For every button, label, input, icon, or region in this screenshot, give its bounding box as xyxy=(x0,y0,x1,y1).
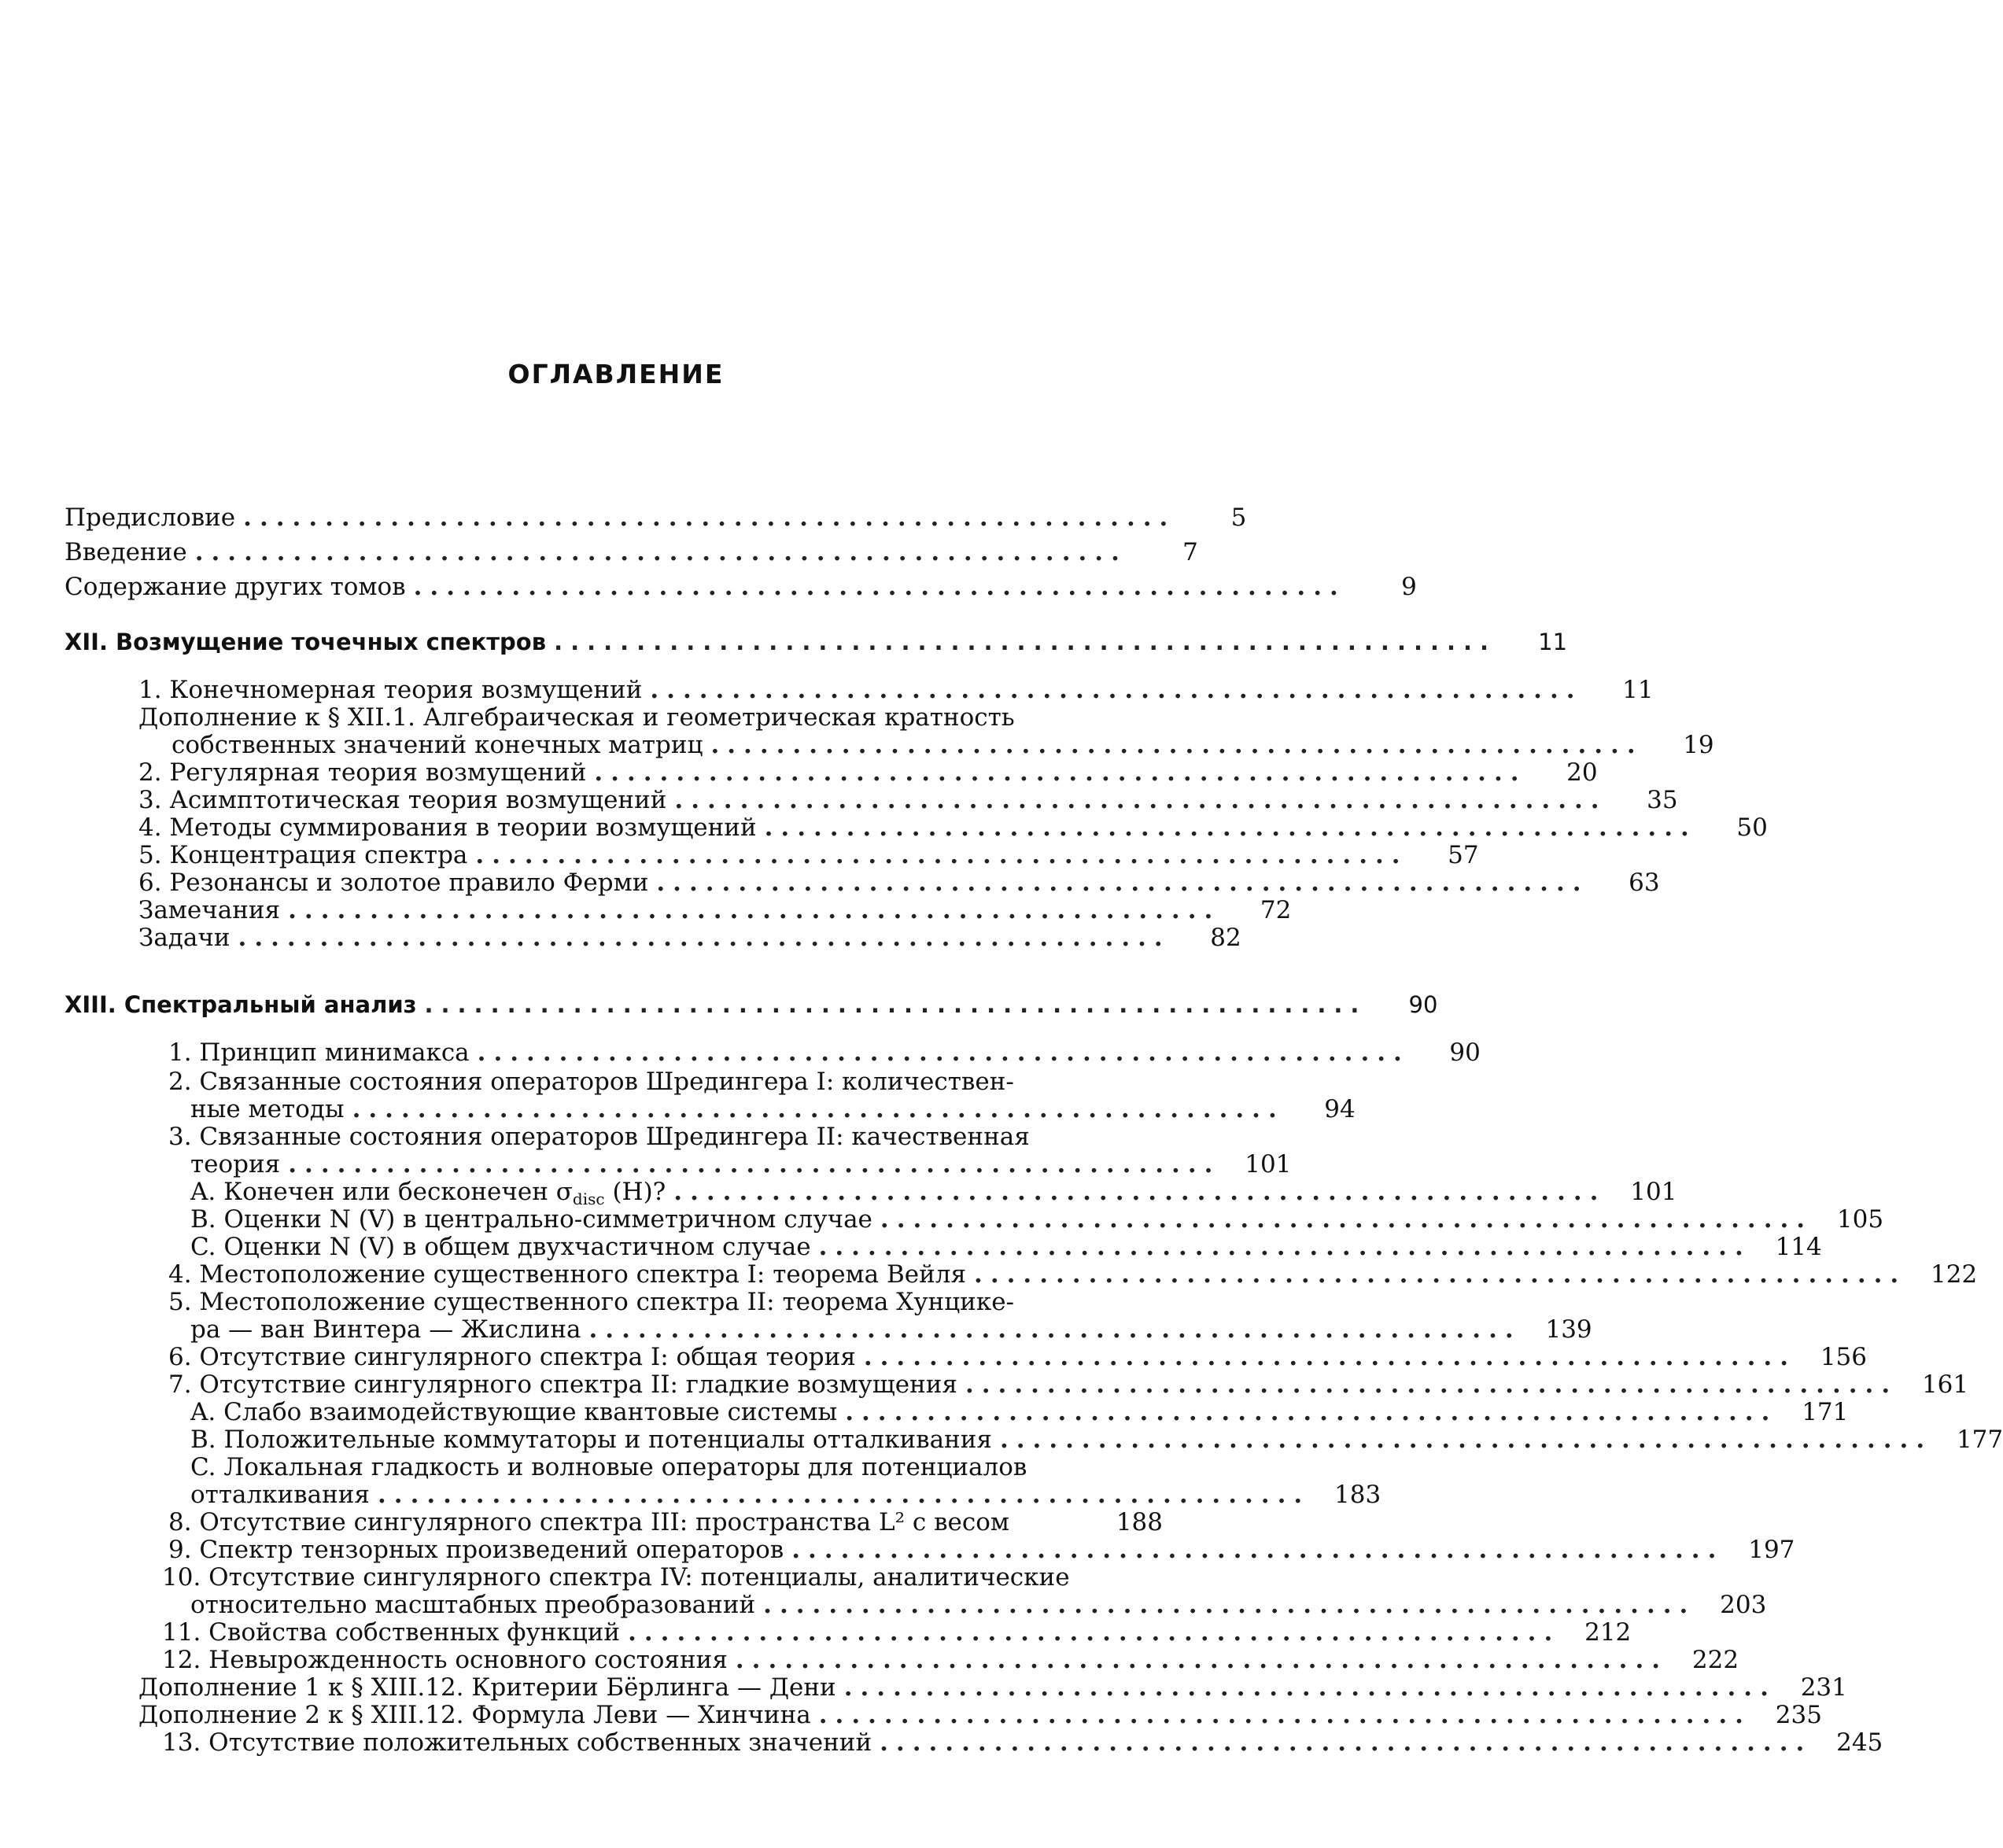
entry-label: ные методы xyxy=(190,1095,345,1123)
toc-entry-13-12-supplement-2[interactable]: Дополнение 2 к § XIII.12. Формула Леви — Хинчина ......................................................... 235 xyxy=(138,1701,1822,1729)
toc-entry-13-11[interactable]: 11. Свойства собственных функций ......................................................... 212 xyxy=(162,1618,1632,1647)
toc-entry-12-notes[interactable]: Замечания ......................................................... 72 xyxy=(138,896,1292,924)
entry-page: 188 xyxy=(1116,1508,1163,1536)
page-title: ОГЛАВЛЕНИЕ xyxy=(507,359,725,389)
toc-entry-12-2[interactable]: 2. Регулярная теория возмущений ......................................................... 20 xyxy=(138,758,1598,787)
entry-label: Замечания xyxy=(138,896,281,924)
entry-label: 1. Конечномерная теория возмущений xyxy=(138,676,643,704)
entry-page: 19 xyxy=(1683,731,1714,759)
toc-entry-13-10[interactable] xyxy=(162,1562,1163,1592)
entry-page: 101 xyxy=(1245,1150,1292,1179)
entry-label: B. Положительные коммутаторы и потенциалы отталкивания xyxy=(190,1426,992,1454)
entry-page: 156 xyxy=(1820,1343,1867,1371)
entry-label: 3. Связанные состояния операторов Шредингера II: качественная xyxy=(168,1123,1030,1151)
toc-entry-13-3-c[interactable]: C. Оценки N (V) в общем двухчастичном случае ......................................................... 114 xyxy=(190,1233,1822,1261)
entry-label: Содержание других томов xyxy=(65,573,406,601)
entry-page: 122 xyxy=(1931,1260,1978,1289)
toc-entry-13-3-b[interactable]: B. Оценки N (V) в центрально-симметричном случае ......................................................... 105 xyxy=(190,1205,1884,1234)
toc-entry-13-9[interactable]: 9. Спектр тензорных произведений операторов ......................................................... 197 xyxy=(168,1536,1795,1564)
entry-page: 245 xyxy=(1836,1728,1883,1757)
toc-entry-13-2-cont[interactable]: ные методы ......................................................... 94 xyxy=(190,1095,1356,1123)
entry-page: 82 xyxy=(1210,924,1241,952)
entry-page: 72 xyxy=(1260,896,1292,924)
entry-page: 11 xyxy=(1538,629,1568,655)
toc-entry-13-4[interactable]: 4. Местоположение существенного спектра I: теорема Вейля ......................................................... 122 xyxy=(168,1260,1978,1289)
entry-page: 105 xyxy=(1836,1205,1884,1234)
toc-entry-13-12[interactable]: 12. Невырожденность основного состояния ......................................................... 222 xyxy=(162,1646,1739,1674)
entry-page: 7 xyxy=(1182,538,1198,566)
toc-entry-13-5[interactable] xyxy=(168,1287,1163,1317)
entry-page: 231 xyxy=(1800,1673,1847,1702)
toc-entry-13-7-c-cont[interactable]: отталкивания ......................................................... 183 xyxy=(190,1481,1381,1509)
entry-label: B. Оценки N (V) в центрально-симметричном случае xyxy=(190,1205,872,1234)
toc-entry-13-10-cont[interactable]: относительно масштабных преобразований ......................................................... 203 xyxy=(190,1591,1767,1619)
entry-page: 183 xyxy=(1334,1481,1381,1509)
entry-label: 2. Регулярная теория возмущений xyxy=(138,758,587,787)
entry-label: 13. Отсутствие положительных собственных значений xyxy=(162,1728,872,1757)
toc-entry-13-8[interactable] xyxy=(168,1507,1163,1537)
toc-entry-13-7-c[interactable] xyxy=(190,1452,1163,1482)
entry-label: ра — ван Винтера — Жислина xyxy=(190,1315,581,1344)
toc-entry-12-6[interactable]: 6. Резонансы и золотое правило Ферми ......................................................... 63 xyxy=(138,869,1660,897)
entry-page: 50 xyxy=(1736,813,1768,842)
toc-entry-13-7-a[interactable]: A. Слабо взаимодействующие квантовые системы ......................................................... 171 xyxy=(190,1398,1849,1426)
toc-entry-12-5[interactable]: 5. Концентрация спектра ......................................................... 57 xyxy=(138,841,1479,869)
entry-label: относительно масштабных преобразований xyxy=(190,1591,756,1619)
entry-label: 2. Связанные состояния операторов Шредингера I: количествен- xyxy=(168,1068,1014,1096)
entry-page: 35 xyxy=(1647,786,1678,814)
entry-label: 11. Свойства собственных функций xyxy=(162,1618,621,1647)
toc-entry-13-3-cont[interactable]: теория ......................................................... 101 xyxy=(190,1150,1292,1179)
entry-label: A. Конечен или бесконечен σdisc (H)? xyxy=(190,1178,666,1208)
entry-label: 8. Отсутствие сингулярного спектра III: пространства L² с весом xyxy=(168,1508,1010,1536)
entry-page: 90 xyxy=(1449,1038,1481,1067)
entry-label: 6. Отсутствие сингулярного спектра I: общая теория xyxy=(168,1343,856,1371)
entry-label: 5. Концентрация спектра xyxy=(138,841,468,869)
toc-entry-13-12-supplement-1[interactable]: Дополнение 1 к § XIII.12. Критерии Бёрлинга — Дени ......................................................... 231 xyxy=(138,1673,1847,1702)
entry-page: 139 xyxy=(1545,1315,1592,1344)
toc-entry-12-1[interactable]: 1. Конечномерная теория возмущений ......................................................... 11 xyxy=(138,676,1654,704)
entry-page: 101 xyxy=(1630,1178,1677,1206)
entry-page: 94 xyxy=(1324,1095,1356,1123)
entry-label: A. Слабо взаимодействующие квантовые системы xyxy=(190,1398,838,1426)
entry-label: 1. Принцип минимакса xyxy=(168,1038,470,1067)
entry-page: 177 xyxy=(1956,1426,2003,1454)
toc-entry-13-3[interactable] xyxy=(168,1122,1163,1152)
toc-entry-12-1-supplement[interactable] xyxy=(138,703,1163,732)
entry-label: Задачи xyxy=(138,924,231,952)
entry-page: 63 xyxy=(1629,869,1660,897)
entry-label: собственных значений конечных матриц xyxy=(172,731,703,759)
entry-label: отталкивания xyxy=(190,1481,370,1509)
entry-label: XII. Возмущение точечных спектров xyxy=(65,629,547,655)
entry-label: Предисловие xyxy=(65,503,236,532)
entry-page: 114 xyxy=(1775,1233,1822,1261)
toc-entry-13-1[interactable]: 1. Принцип минимакса ......................................................... 90 xyxy=(168,1038,1481,1067)
toc-entry-12-1-supplement-cont[interactable]: собственных значений конечных матриц ......................................................... 19 xyxy=(172,731,1714,759)
entry-page: 197 xyxy=(1748,1536,1795,1564)
entry-page: 203 xyxy=(1720,1591,1767,1619)
entry-label: 10. Отсутствие сингулярного спектра IV: потенциалы, аналитические xyxy=(162,1563,1070,1592)
entry-page: 171 xyxy=(1802,1398,1849,1426)
entry-label: Дополнение 2 к § XIII.12. Формула Леви — Хинчина xyxy=(138,1701,811,1729)
entry-label: 7. Отсутствие сингулярного спектра II: гладкие возмущения xyxy=(168,1370,957,1399)
entry-label: XIII. Спектральный анализ xyxy=(65,991,417,1018)
entry-page: 235 xyxy=(1775,1701,1822,1729)
toc-entry-12-4[interactable]: 4. Методы суммирования в теории возмущений ......................................................... 50 xyxy=(138,813,1768,842)
entry-label: 4. Методы суммирования в теории возмущений xyxy=(138,813,757,842)
entry-page: 5 xyxy=(1230,503,1247,532)
entry-label: 5. Местоположение существенного спектра II: теорема Хунцике- xyxy=(168,1288,1015,1316)
toc-entry-13-5-cont[interactable]: ра — ван Винтера — Жислина ......................................................... 139 xyxy=(190,1315,1592,1344)
entry-label: 3. Асимптотическая теория возмущений xyxy=(138,786,667,814)
entry-page: 222 xyxy=(1691,1646,1739,1674)
entry-label: 12. Невырожденность основного состояния xyxy=(162,1646,728,1674)
entry-label: C. Локальная гладкость и волновые операторы для потенциалов xyxy=(190,1453,1027,1481)
entry-page: 57 xyxy=(1448,841,1479,869)
entry-page: 161 xyxy=(1921,1370,1969,1399)
entry-label: Дополнение к § XII.1. Алгебраическая и геометрическая кратность xyxy=(138,703,1015,732)
entry-page: 212 xyxy=(1584,1618,1632,1647)
toc-entry-13-6[interactable]: 6. Отсутствие сингулярного спектра I: общая теория ......................................................... 156 xyxy=(168,1343,1867,1371)
entry-label: 9. Спектр тензорных произведений операторов xyxy=(168,1536,784,1564)
toc-entry-other-volumes[interactable]: Содержание других томов ......................................................... 9 xyxy=(65,573,1417,601)
chapter-heading-xiii[interactable]: XIII. Спектральный анализ ......................................................... 90 xyxy=(65,991,1438,1018)
toc-entry-preface[interactable]: Предисловие ......................................................... 5 xyxy=(65,503,1247,532)
entry-label: 6. Резонансы и золотое правило Ферми xyxy=(138,869,649,897)
toc-entry-13-13[interactable]: 13. Отсутствие положительных собственных значений ......................................................... 245 xyxy=(162,1728,1883,1757)
toc-entry-12-problems[interactable]: Задачи ......................................................... 82 xyxy=(138,924,1241,952)
chapter-heading-xii[interactable]: XII. Возмущение точечных спектров ......................................................... 11 xyxy=(65,629,1568,655)
toc-entry-13-7[interactable]: 7. Отсутствие сингулярного спектра II: гладкие возмущения ......................................................... 161 xyxy=(168,1370,1969,1399)
toc-entry-13-7-b[interactable]: B. Положительные коммутаторы и потенциалы отталкивания ......................................................... 177 xyxy=(190,1426,2003,1454)
entry-label: теория xyxy=(190,1150,281,1179)
entry-page: 11 xyxy=(1622,676,1654,704)
entry-page: 9 xyxy=(1401,573,1417,601)
entry-label: 4. Местоположение существенного спектра I: теорема Вейля xyxy=(168,1260,967,1289)
entry-label: C. Оценки N (V) в общем двухчастичном случае xyxy=(190,1233,811,1261)
toc-entry-12-3[interactable]: 3. Асимптотическая теория возмущений ......................................................... 35 xyxy=(138,786,1678,814)
entry-page: 90 xyxy=(1408,991,1438,1018)
toc-entry-13-2[interactable] xyxy=(168,1067,1163,1097)
entry-label: Дополнение 1 к § XIII.12. Критерии Бёрлинга — Дени xyxy=(138,1673,836,1702)
entry-page: 20 xyxy=(1566,758,1598,787)
toc-entry-13-3-a[interactable]: A. Конечен или бесконечен σdisc (H)? ......................................................... 101 xyxy=(190,1177,1163,1207)
toc-entry-introduction[interactable]: Введение ......................................................... 7 xyxy=(65,538,1198,566)
entry-label: Введение xyxy=(65,538,187,566)
